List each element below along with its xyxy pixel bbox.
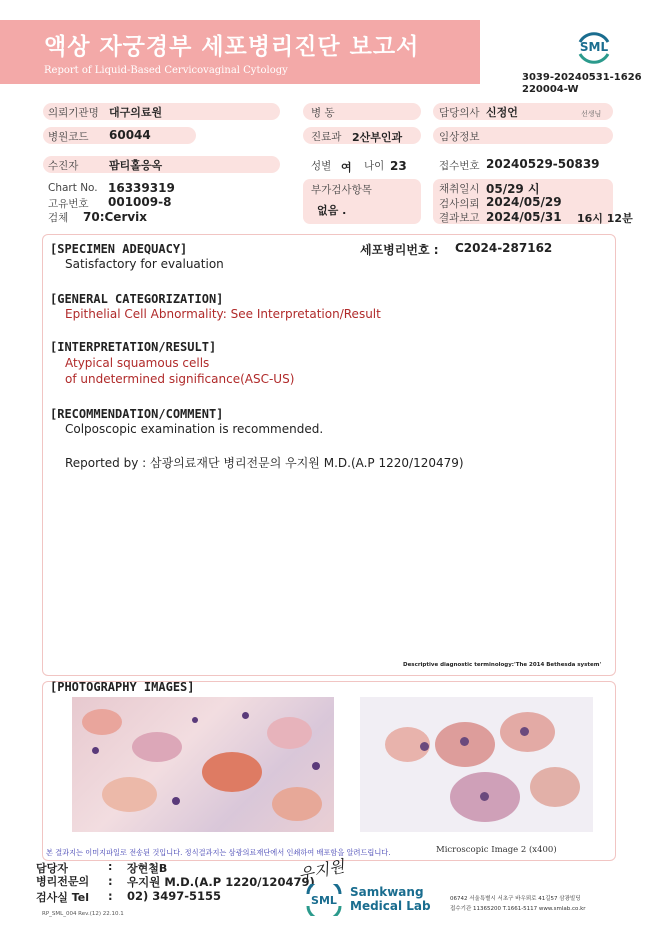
receipt-value: 20240529-50839 xyxy=(486,157,600,171)
microscopic-image-1 xyxy=(72,697,334,832)
svg-text:SML: SML xyxy=(311,894,337,907)
institution-label: 의뢰기관명 xyxy=(48,107,99,119)
clinical-label: 임상정보 xyxy=(439,131,480,143)
terminology-note: Descriptive diagnostic terminology:'The 2014 Bethesda system' xyxy=(403,662,602,668)
age-label: 나이 xyxy=(364,160,385,172)
institution-value: 대구의료원 xyxy=(109,106,163,119)
interpretation-line-2: of undetermined significance(ASC-US) xyxy=(65,372,295,386)
chart-no-label: Chart No. xyxy=(48,182,98,194)
unique-no-label: 고유번호 xyxy=(48,198,89,210)
lab-tel-value: 02) 3497-5155 xyxy=(127,889,222,903)
adequacy-heading: [SPECIMEN ADEQUACY] xyxy=(50,242,188,256)
ward-label: 병 동 xyxy=(311,107,335,119)
patient-value: 팜티홀응옥 xyxy=(109,159,163,172)
unique-no-value: 001009-8 xyxy=(108,195,172,209)
chart-no-value: 16339319 xyxy=(108,181,175,195)
reported-by: Reported by : 삼광의료재단 병리전문의 우지원 M.D.(A.P 1220/120479) xyxy=(65,456,464,470)
pathologist-label: 병리전문의 xyxy=(36,875,90,888)
recommendation-heading: [RECOMMENDATION/COMMENT] xyxy=(50,407,224,421)
cyto-no-value: C2024-287162 xyxy=(455,241,553,255)
receipt-label: 접수번호 xyxy=(439,160,480,172)
report-subtitle: Report of Liquid-Based Cervicovaginal Cytology xyxy=(44,65,288,76)
form-number: RP_SML_004 Rev.(12) 22.10.1 xyxy=(42,911,124,917)
doctor-label: 담당의사 xyxy=(439,107,480,119)
pathologist-signature: 우지원 xyxy=(296,856,347,885)
adequacy-text: Satisfactory for evaluation xyxy=(65,257,224,271)
samkwang-logo-text: Samkwang Medical Lab xyxy=(350,885,431,913)
dept-label: 진료과 xyxy=(311,131,342,143)
interpretation-heading: [INTERPRETATION/RESULT] xyxy=(50,340,217,354)
tech-value: 장현철B xyxy=(127,862,168,875)
dept-value: 2산부인과 xyxy=(352,131,403,144)
result-label: 결과보고 xyxy=(439,212,480,224)
lab-tel-colon: : xyxy=(108,889,113,903)
recommendation-text: Colposcopic examination is recommended. xyxy=(65,422,324,436)
report-number: 3039-20240531-1626 220004-W xyxy=(522,72,642,95)
image-transmission-notice: 본 결과지는 이미지파일로 전송된 것입니다. 정식결과지는 삼광의료재단에서 인쇄하여 배포함을 알려드립니다. xyxy=(46,848,391,857)
pathologist-value: 우지원 M.D.(A.P 1220/120479) xyxy=(127,875,315,889)
microscopic-image-2 xyxy=(360,697,593,832)
sml-logo: SML xyxy=(574,28,614,68)
general-heading: [GENERAL CATEGORIZATION] xyxy=(50,292,224,306)
tech-colon: : xyxy=(108,860,113,873)
pathologist-colon: : xyxy=(108,874,113,888)
specimen-label: 검체 xyxy=(48,212,69,224)
doctor-value: 신정언 xyxy=(486,106,518,119)
extra-tests-label: 부가검사항목 xyxy=(311,184,372,196)
doctor-suffix: 선생님 xyxy=(581,110,602,118)
collect-value: 05/29 시 xyxy=(486,182,540,196)
cyto-no-label: 세포병리번호 : xyxy=(360,243,439,257)
tech-label: 담당자 xyxy=(36,862,68,875)
general-text: Epithelial Cell Abnormality: See Interpretation/Result xyxy=(65,307,381,321)
lab-address: 06742 서울특별시 서초구 바우뫼로 41길57 삼광빌딩 접수기관 11365200 T.1661-5117 www.smlab.co.kr xyxy=(450,896,586,912)
hospital-code-value: 60044 xyxy=(109,128,151,142)
sex-value: 여 xyxy=(341,161,352,174)
result-date-value: 2024/05/31 xyxy=(486,210,562,224)
report-title: 액상 자궁경부 세포병리진단 보고서 xyxy=(44,34,420,60)
collect-label: 채취일시 xyxy=(439,183,480,195)
extra-tests-value: 없음 . xyxy=(317,204,347,217)
photo-heading: [PHOTOGRAPHY IMAGES] xyxy=(50,680,195,694)
microscopic-image-2-caption: Microscopic Image 2 (x400) xyxy=(436,845,557,855)
specimen-value: 70:Cervix xyxy=(83,210,148,224)
patient-label: 수진자 xyxy=(48,160,79,172)
result-time-value: 16시 12분 xyxy=(577,212,633,225)
hospital-code-label: 병원코드 xyxy=(48,131,89,143)
interpretation-line-1: Atypical squamous cells xyxy=(65,356,210,370)
age-value: 23 xyxy=(390,159,407,173)
request-label: 검사의뢰 xyxy=(439,198,480,210)
request-value: 2024/05/29 xyxy=(486,195,562,209)
sex-label: 성별 xyxy=(311,160,332,172)
samkwang-logo-icon xyxy=(304,884,344,916)
lab-tel-label: 검사실 Tel xyxy=(36,891,89,904)
